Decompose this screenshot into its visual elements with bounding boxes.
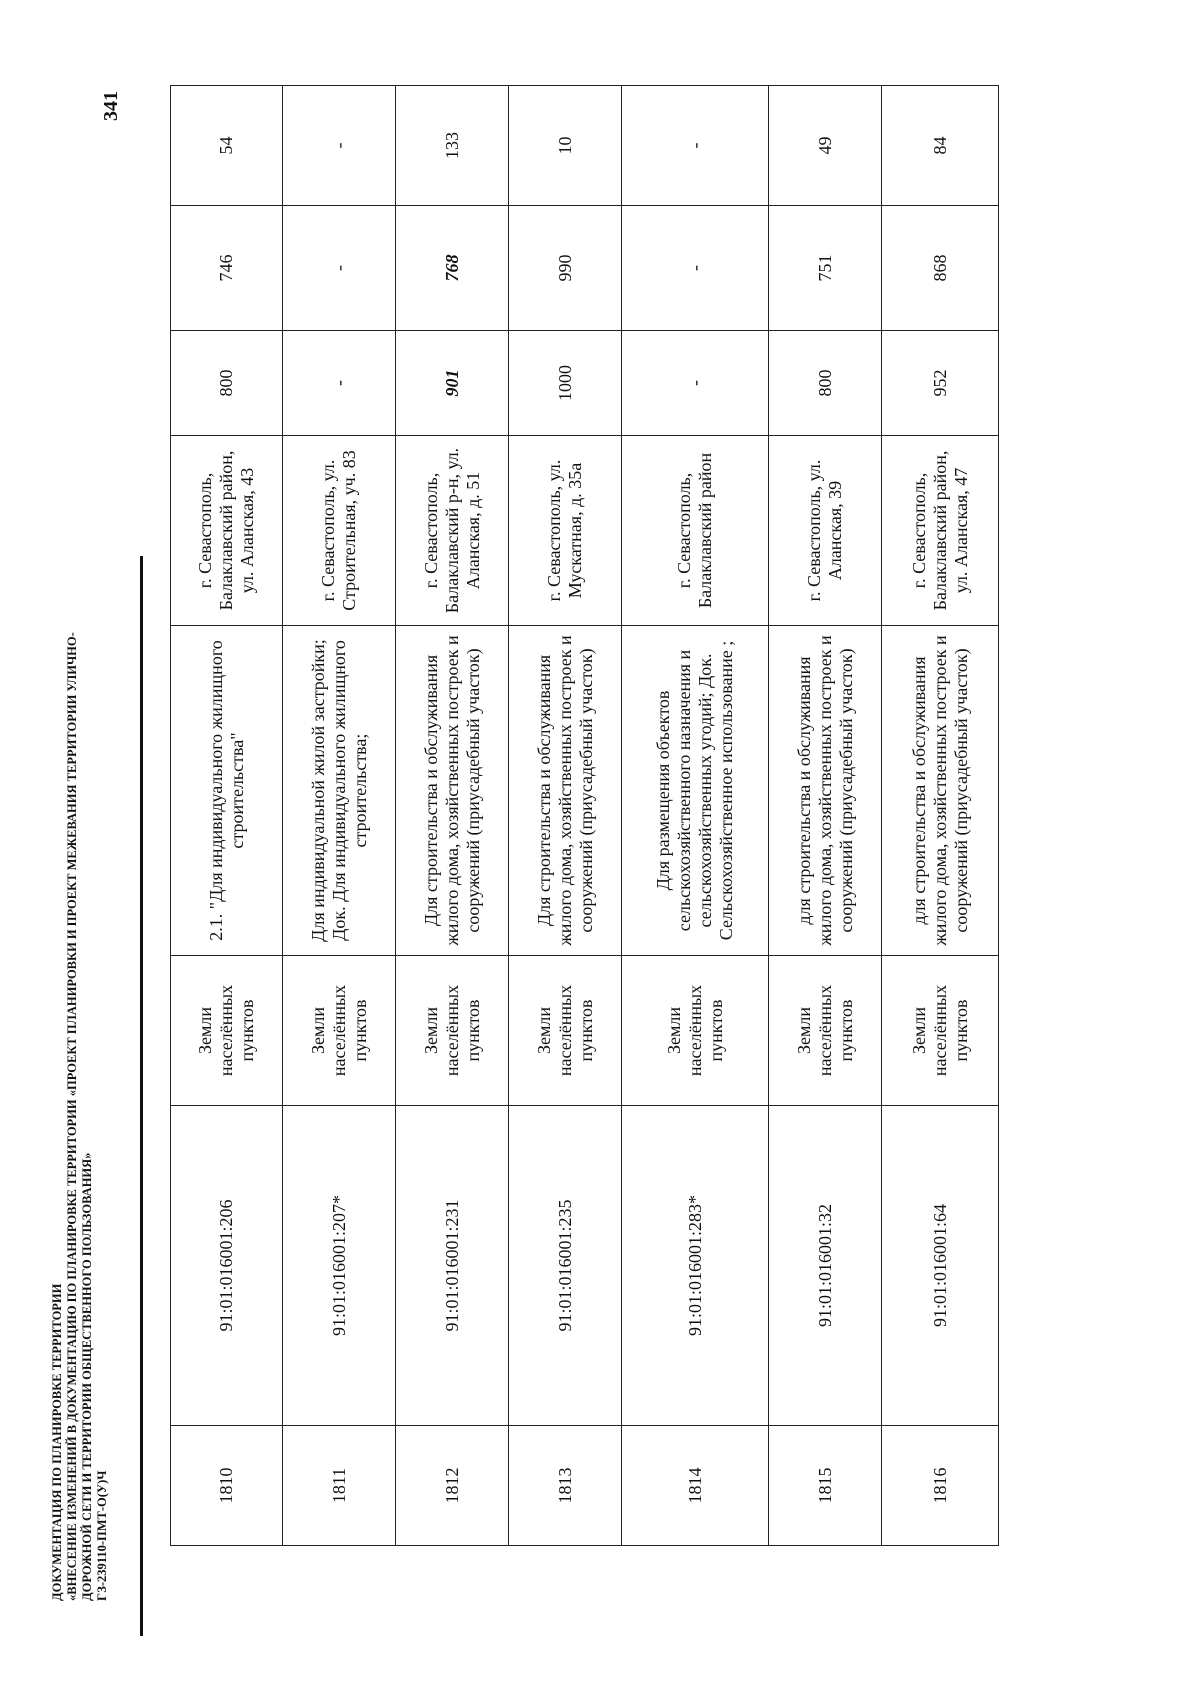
address: г. Севастополь, ул. Строительная, уч. 83 bbox=[283, 436, 396, 626]
area-remaining: - bbox=[283, 206, 396, 331]
address: г. Севастополь, Балаклавский район, ул. Аланская, 47 bbox=[882, 436, 999, 626]
address: г. Севастополь, ул. Аланская, 39 bbox=[769, 436, 882, 626]
table-row bbox=[622, 86, 769, 1546]
area-remaining: 768 bbox=[396, 206, 509, 331]
header-line-3: ДОРОЖНОЙ СЕТИ И ТЕРРИТОРИИ ОБЩЕСТВЕННОГО ПОЛЬЗОВАНИЯ» bbox=[80, 1152, 94, 1601]
area-total: 952 bbox=[882, 331, 999, 436]
cadastral-number: 91:01:016001:32 bbox=[769, 1106, 882, 1426]
area-total: - bbox=[283, 331, 396, 436]
table-row bbox=[509, 86, 622, 1546]
area-remaining: 990 bbox=[509, 206, 622, 331]
table-row bbox=[396, 86, 509, 1546]
cadastral-number: 91:01:016001:207* bbox=[283, 1106, 396, 1426]
land-category: Земли населённых пунктов bbox=[171, 956, 283, 1106]
row-number: 1816 bbox=[882, 1426, 999, 1546]
area-remaining: - bbox=[622, 206, 769, 331]
table-row bbox=[283, 86, 396, 1546]
row-number: 1812 bbox=[396, 1426, 509, 1546]
permitted-use: Для индивидуальной жилой застройки; Док. Для индивидуального жилищного строительства; bbox=[283, 626, 396, 956]
address: г. Севастополь, Балаклавский район bbox=[622, 436, 769, 626]
area-remaining: 746 bbox=[171, 206, 283, 331]
header-line-2: «ВНЕСЕНИЕ ИЗМЕНЕНИЙ В ДОКУМЕНТАЦИЮ ПО ПЛАНИРОВКЕ ТЕРРИТОРИИ «ПРОЕКТ ПЛАНИРОВКИ И ПРОЕКТ МЕЖЕВАНИЯ ТЕРРИТОРИИ УЛИЧНО- bbox=[65, 632, 79, 1601]
row-number: 1815 bbox=[769, 1426, 882, 1546]
area-remaining: 868 bbox=[882, 206, 999, 331]
row-number: 1813 bbox=[509, 1426, 622, 1546]
cadastral-number: 91:01:016001:64 bbox=[882, 1106, 999, 1426]
cadastral-number: 91:01:016001:235 bbox=[509, 1106, 622, 1426]
area-withdrawn: - bbox=[283, 86, 396, 206]
row-number: 1814 bbox=[622, 1426, 769, 1546]
land-category: Земли населённых пунктов bbox=[396, 956, 509, 1106]
permitted-use: для строительства и обслуживания жилого дома, хозяйственных построек и сооружений (приусадебный участок) bbox=[769, 626, 882, 956]
row-number: 1810 bbox=[171, 1426, 283, 1546]
area-total: 1000 bbox=[509, 331, 622, 436]
address: г. Севастополь, Балаклавский р-н, ул. Аланская, д. 51 bbox=[396, 436, 509, 626]
land-category: Земли населённых пунктов bbox=[882, 956, 999, 1106]
area-total: 901 bbox=[396, 331, 509, 436]
cadastral-number: 91:01:016001:231 bbox=[396, 1106, 509, 1426]
permitted-use: Для размещения объектов сельскохозяйственного назначения и сельскохозяйственных угодий; Док. Сельскохозяйственное использование ; bbox=[622, 626, 769, 956]
area-withdrawn: 49 bbox=[769, 86, 882, 206]
area-withdrawn: 54 bbox=[171, 86, 283, 206]
permitted-use: 2.1. "Для индивидуального жилищного строительства" bbox=[171, 626, 283, 956]
land-category: Земли населённых пунктов bbox=[509, 956, 622, 1106]
table-row bbox=[171, 86, 283, 1546]
row-number: 1811 bbox=[283, 1426, 396, 1546]
cadastral-number: 91:01:016001:283* bbox=[622, 1106, 769, 1426]
area-withdrawn: 133 bbox=[396, 86, 509, 206]
table-row bbox=[769, 86, 882, 1546]
land-category: Земли населённых пунктов bbox=[283, 956, 396, 1106]
page-number: 341 bbox=[100, 91, 122, 121]
permitted-use: Для строительства и обслуживания жилого дома, хозяйственных построек и сооружений (приусадебный участок) bbox=[509, 626, 622, 956]
land-category: Земли населённых пунктов bbox=[622, 956, 769, 1106]
area-withdrawn: 84 bbox=[882, 86, 999, 206]
permitted-use: Для строительства и обслуживания жилого дома, хозяйственных построек и сооружений (приусадебный участок) bbox=[396, 626, 509, 956]
area-total: 800 bbox=[769, 331, 882, 436]
parcel-table bbox=[170, 85, 999, 1546]
area-total: - bbox=[622, 331, 769, 436]
header-line-4: ГЗ-239110-ПМТ-О(У)Ч bbox=[95, 1470, 109, 1601]
area-total: 800 bbox=[171, 331, 283, 436]
header-divider bbox=[140, 556, 143, 1636]
area-withdrawn: - bbox=[622, 86, 769, 206]
table-row bbox=[882, 86, 999, 1546]
header-line-1: ДОКУМЕНТАЦИЯ ПО ПЛАНИРОВКЕ ТЕРРИТОРИИ bbox=[50, 1283, 64, 1601]
land-category: Земли населённых пунктов bbox=[769, 956, 882, 1106]
area-withdrawn: 10 bbox=[509, 86, 622, 206]
address: г. Севастополь, ул. Мускатная, д. 35а bbox=[509, 436, 622, 626]
document-header bbox=[50, 201, 110, 1601]
area-remaining: 751 bbox=[769, 206, 882, 331]
address: г. Севастополь, Балаклавский район, ул. Аланская, 43 bbox=[171, 436, 283, 626]
permitted-use: для строительства и обслуживания жилого дома, хозяйственных построек и сооружений (приусадебный участок) bbox=[882, 626, 999, 956]
cadastral-number: 91:01:016001:206 bbox=[171, 1106, 283, 1426]
